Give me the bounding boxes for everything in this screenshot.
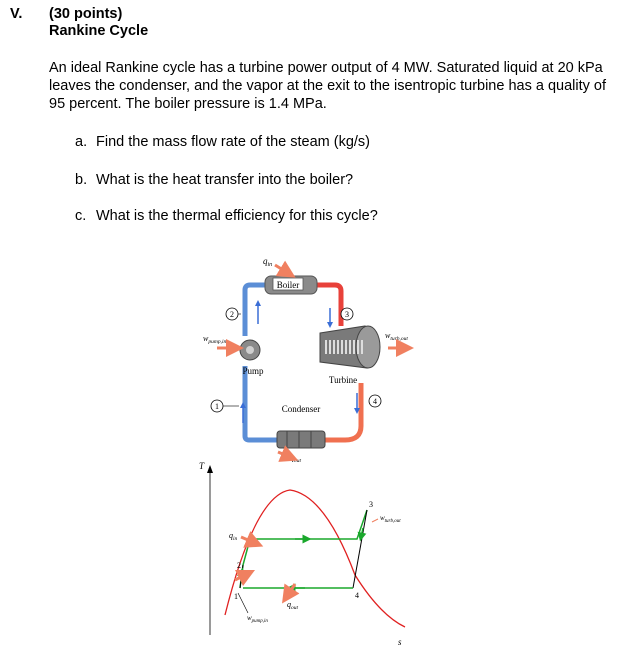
condenser-label: Condenser xyxy=(281,404,321,414)
ts-w-turb-out-label: $w_{turb,out}$ xyxy=(380,514,401,524)
pump-label: Pump xyxy=(242,366,264,376)
condenser xyxy=(277,431,325,448)
heat-addition-path xyxy=(240,510,367,588)
pipe-turbine-to-condenser xyxy=(323,383,361,440)
rankine-cycle-schematic xyxy=(195,248,435,463)
ts-diagram xyxy=(195,455,430,650)
expansion-line xyxy=(353,510,367,588)
ts-w-pump-in-label: $w_{pump,in}$ xyxy=(247,614,268,624)
pipe-condenser-to-pump xyxy=(245,418,280,440)
turbine-label: Turbine xyxy=(328,375,358,385)
point-1-label: 1 xyxy=(234,592,238,601)
points-label: (30 points) xyxy=(49,6,123,22)
boiler-label: Boiler xyxy=(276,280,300,290)
page-title: Rankine Cycle xyxy=(49,23,149,39)
question-a-text: Find the mass flow rate of the steam (kg/s) xyxy=(96,134,370,150)
svg-text:4: 4 xyxy=(373,397,377,406)
section-number: V. xyxy=(10,6,23,22)
svg-text:3: 3 xyxy=(345,310,349,319)
point-4-label: 4 xyxy=(355,591,359,600)
question-c-letter: c. xyxy=(75,208,87,224)
problem-statement: An ideal Rankine cycle has a turbine power output of 4 MW. Saturated liquid at 20 kPa leaves the condenser, and the vapor at the exit to the isentropic turbine has a quality of 95 percent. The boiler pressure is 1.4 MPa. xyxy=(49,60,606,112)
ts-q-out-label: $q_{out}$ xyxy=(287,600,299,611)
pipe-boiler-to-turbine xyxy=(315,285,341,326)
q-in-arrow xyxy=(275,265,288,273)
t-axis-label: T xyxy=(199,461,205,471)
w-turb-out-label: $w_{turb,out}$ xyxy=(385,331,408,342)
question-b-letter: b. xyxy=(75,172,88,188)
question-b-text: What is the heat transfer into the boiler? xyxy=(96,172,354,188)
point-3-label: 3 xyxy=(369,500,373,509)
point-2-label: 2 xyxy=(237,561,241,570)
question-c-text: What is the thermal efficiency for this cycle? xyxy=(96,208,378,224)
q-in-label: $q_{in}$ xyxy=(263,256,273,268)
svg-text:2: 2 xyxy=(230,310,234,319)
saturation-dome xyxy=(225,490,405,627)
q-out-label: $q_{out}$ xyxy=(290,453,302,463)
question-a-letter: a. xyxy=(75,134,88,150)
s-axis-label: s xyxy=(398,637,402,647)
ts-q-in-label: $q_{in}$ xyxy=(229,531,238,542)
svg-text:1: 1 xyxy=(215,402,219,411)
w-pump-in-label: $w_{pump,in}$ xyxy=(203,334,227,345)
